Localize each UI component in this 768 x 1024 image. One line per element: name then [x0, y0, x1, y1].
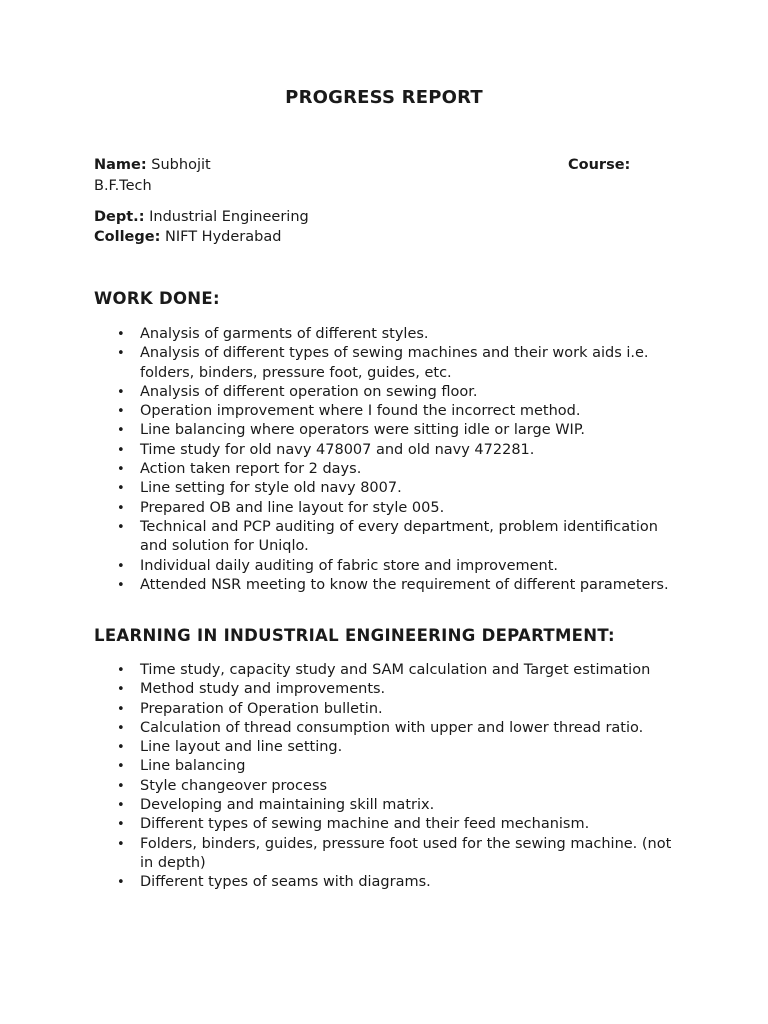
- list-item: • Different types of sewing machine and their feed mechanism.: [0, 815, 640, 834]
- bullet-icon: •: [117, 875, 125, 891]
- list-item: • Line balancing: [0, 757, 640, 776]
- bullet-icon: •: [117, 720, 125, 736]
- name-row: [94, 155, 674, 175]
- bullet-icon: •: [117, 519, 125, 535]
- name-value: Subhojit: [151, 157, 211, 173]
- list-item: • Line setting for style old navy 8007.: [0, 479, 640, 498]
- bullet-icon: •: [117, 701, 125, 717]
- bullet-icon: •: [117, 442, 125, 458]
- bullet-icon: •: [117, 423, 125, 439]
- name-label: Name:: [94, 157, 147, 173]
- learning-list: [0, 661, 672, 893]
- dept-label: Dept.:: [94, 209, 145, 225]
- list-item: • Analysis of garments of different styles.: [0, 325, 640, 344]
- list-item: • Line balancing where operators were sitting idle or large WIP.: [0, 421, 640, 440]
- course-label: Course:: [568, 157, 631, 173]
- college-value: NIFT Hyderabad: [165, 229, 282, 245]
- list-item: • Operation improvement where I found the incorrect method.: [0, 402, 640, 421]
- list-item: • Analysis of different operation on sewing floor.: [0, 383, 640, 402]
- bullet-icon: •: [117, 836, 125, 852]
- bullet-icon: •: [117, 663, 125, 678]
- list-item: • Calculation of thread consumption with upper and lower thread ratio.: [0, 719, 640, 738]
- bullet-icon: •: [117, 462, 125, 478]
- bullet-icon: •: [117, 740, 125, 756]
- report-title: PROGRESS REPORT: [285, 87, 483, 108]
- college-row: [94, 227, 281, 247]
- list-item: • Attended NSR meeting to know the requirement of different parameters.: [0, 576, 640, 595]
- list-item: • Line layout and line setting.: [0, 738, 640, 757]
- bullet-icon: •: [117, 798, 125, 814]
- dept-row: [94, 207, 309, 227]
- bullet-icon: •: [117, 778, 125, 794]
- list-item: • Different types of seams with diagrams.: [0, 873, 640, 892]
- learning-heading: LEARNING IN INDUSTRIAL ENGINEERING DEPARTMENT:: [94, 626, 615, 645]
- bullet-icon: •: [117, 577, 125, 593]
- list-item: • Time study for old navy 478007 and old navy 472281.: [0, 441, 640, 460]
- course-value: B.F.Tech: [94, 178, 152, 194]
- bullet-icon: •: [117, 384, 125, 400]
- bullet-icon: •: [117, 481, 125, 497]
- list-item: • Action taken report for 2 days.: [0, 460, 640, 479]
- list-item: • Developing and maintaining skill matrix.: [0, 796, 640, 815]
- bullet-icon: •: [117, 346, 125, 362]
- bullet-icon: •: [117, 500, 125, 516]
- list-item: • Technical and PCP auditing of every department, problem identification and solution for Uniqlo.: [117, 518, 658, 555]
- work-done-heading: WORK DONE:: [94, 289, 220, 308]
- bullet-icon: •: [117, 817, 125, 833]
- bullet-icon: •: [117, 404, 125, 420]
- list-item: • Folders, binders, guides, pressure foot used for the sewing machine. (not in depth): [117, 835, 672, 871]
- list-item: • Time study, capacity study and SAM calculation and Target estimation: [0, 661, 640, 680]
- college-label: College:: [94, 229, 161, 245]
- list-item: • Prepared OB and line layout for style 005.: [0, 499, 640, 518]
- list-item: • Analysis of different types of sewing machines and their work aids i.e. folders, binders, pressure foot, guides, etc.: [117, 345, 649, 381]
- work-done-list: [0, 325, 669, 595]
- bullet-icon: •: [117, 682, 125, 698]
- dept-value: Industrial Engineering: [149, 209, 309, 225]
- list-item: • Individual daily auditing of fabric store and improvement.: [0, 557, 640, 576]
- list-item: • Method study and improvements.: [0, 680, 640, 699]
- bullet-icon: •: [117, 327, 125, 342]
- bullet-icon: •: [117, 558, 125, 574]
- list-item: • Preparation of Operation bulletin.: [0, 700, 640, 719]
- bullet-icon: •: [117, 759, 125, 775]
- list-item: • Style changeover process: [0, 777, 640, 796]
